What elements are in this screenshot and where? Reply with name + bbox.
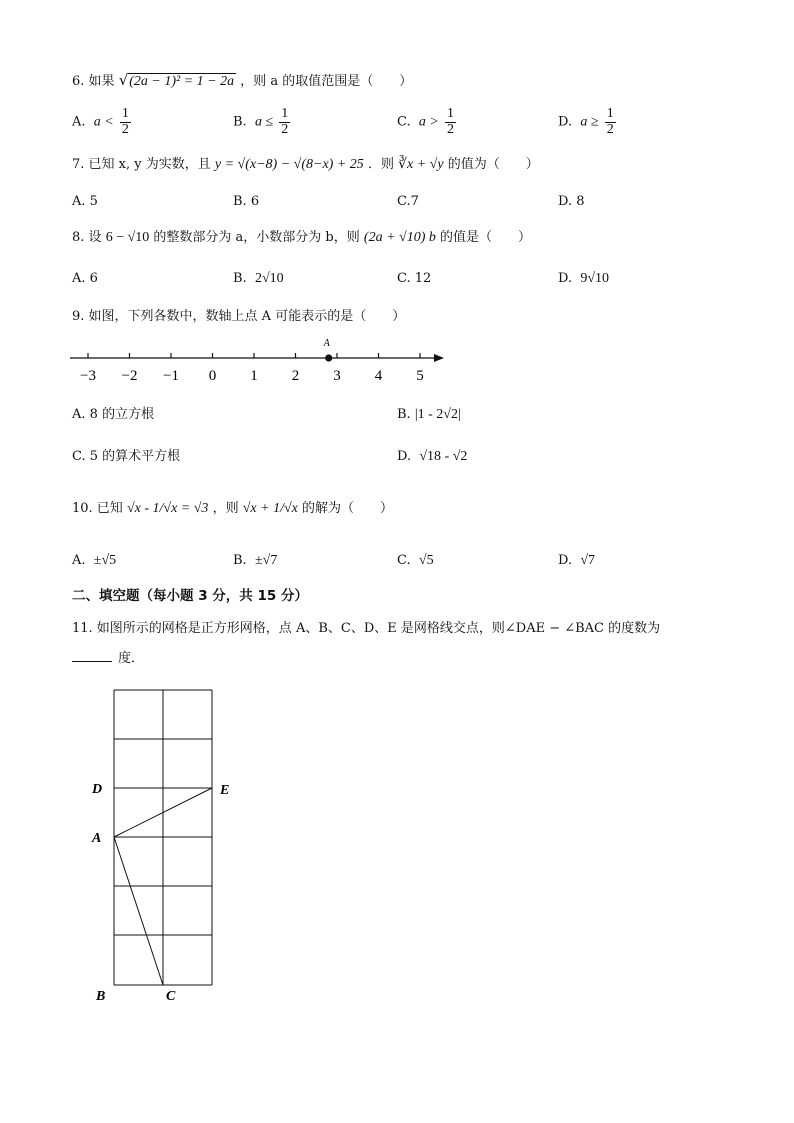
q10-option-a[interactable]: A. ±√5 <box>72 553 117 568</box>
axis-tick-label: −1 <box>163 368 179 384</box>
q6-d-fraction: $\frac{1}{2}$ <box>606 106 614 137</box>
axis-tick-label: 1 <box>250 368 258 384</box>
q6-option-a[interactable]: A. a < $\frac{1}{2}$ <box>72 106 129 137</box>
grid-lines <box>114 690 212 985</box>
q10-option-c[interactable]: C. √5 <box>397 553 434 568</box>
q10-math2: √x + 1/√x <box>242 501 298 516</box>
q7-math2: ∛x + √y <box>398 157 444 172</box>
q9-stem: 9. 如图，下列各数中，数轴上点 A 可能表示的是（ ） <box>72 309 406 324</box>
q8-math: 6 − √10 <box>105 230 150 245</box>
q10-stem: 10. 已知 √x - 1/√x = √3 ，则 √x + 1/√x 的解为（ ） <box>72 501 394 516</box>
axis-tick-label: −2 <box>121 368 138 384</box>
q6-math: √(2a − 1)² = 1 − 2a <box>118 71 235 89</box>
q7-option-b[interactable]: B. 6 <box>233 194 260 209</box>
q11-answer-line: 度． <box>72 652 144 665</box>
q9-option-b[interactable]: B. |1 - 2√2| <box>397 407 461 422</box>
q6-b-fraction: $\frac{1}{2}$ <box>281 106 289 137</box>
q9-option-a[interactable]: A. 8 的立方根 <box>72 407 155 422</box>
q10-math: √x - 1/√x = √3 <box>126 501 209 516</box>
label-c: C <box>166 989 176 1004</box>
section-2-title: 二、填空题（每小题 3 分，共 15 分） <box>72 588 308 604</box>
label-a: A <box>92 831 102 846</box>
axis-tick-label: −3 <box>80 368 96 384</box>
q8-stem: 8. 设 6 − √10 的整数部分为 a，小数部分为 b，则 (2a + √10) b 的值是（ ） <box>72 230 532 245</box>
q6-c-fraction: $\frac{1}{2}$ <box>446 106 454 137</box>
axis-tick-label: 0 <box>208 368 217 384</box>
q8-math2: (2a + √10) b <box>363 230 436 245</box>
q7-option-c[interactable]: C.7 <box>397 194 419 209</box>
q10-option-b[interactable]: B. ±√7 <box>233 553 278 568</box>
q7-option-d[interactable]: D. 8 <box>558 194 585 209</box>
label-e: E <box>220 783 230 798</box>
q6-option-d[interactable]: D. a ≥ $\frac{1}{2}$ <box>558 106 614 137</box>
axis-tick-label: 5 <box>416 368 424 384</box>
q6-option-c[interactable]: C. a > $\frac{1}{2}$ <box>397 106 454 137</box>
q7-option-a[interactable]: A. 5 <box>72 194 98 209</box>
q7-stem: 7. 已知 x, y 为实数，且 y = √(x−8) − √(8−x) + 25 ．则 ∛x + √y 的值为（ ） <box>72 157 539 172</box>
q8-option-c[interactable]: C. 12 <box>397 271 432 286</box>
q8-option-d[interactable]: D. 9√10 <box>558 271 610 286</box>
q6-prefix: 6. 如果 <box>72 74 115 89</box>
axis-tick-label: 2 <box>291 368 300 384</box>
label-d: D <box>92 782 103 797</box>
number-line <box>66 333 456 388</box>
q6-suffix: ，则 a 的取值范围是（ ） <box>240 74 413 89</box>
q11-stem: 11. 如图所示的网格是正方形网格，点 A、B、C、D、E 是网格线交点，则∠DAE − ∠BAC 的度数为 <box>72 621 661 636</box>
answer-blank[interactable] <box>72 661 112 662</box>
point-a-label: A <box>323 338 330 349</box>
axis-arrow-icon <box>434 354 444 362</box>
q8-option-a[interactable]: A. 6 <box>72 271 98 286</box>
segment-ac <box>114 837 163 985</box>
q6-a-fraction: $\frac{1}{2}$ <box>121 106 129 137</box>
q9-option-d[interactable]: D. √18 - √2 <box>397 449 468 464</box>
q6-option-b[interactable]: B. a ≤ $\frac{1}{2}$ <box>233 106 289 137</box>
axis-tick-label: 4 <box>374 368 383 384</box>
label-b: B <box>96 989 106 1004</box>
point-a <box>325 354 332 361</box>
q8-option-b[interactable]: B. 2√10 <box>233 271 284 286</box>
axis-tick-label: 3 <box>333 368 341 384</box>
grid-figure <box>86 682 246 1007</box>
q6-stem <box>72 73 412 89</box>
q7-math: y = √(x−8) − √(8−x) + 25 <box>214 157 364 172</box>
q10-option-d[interactable]: D. √7 <box>558 553 596 568</box>
q9-option-c[interactable]: C. 5 的算术平方根 <box>72 449 181 464</box>
